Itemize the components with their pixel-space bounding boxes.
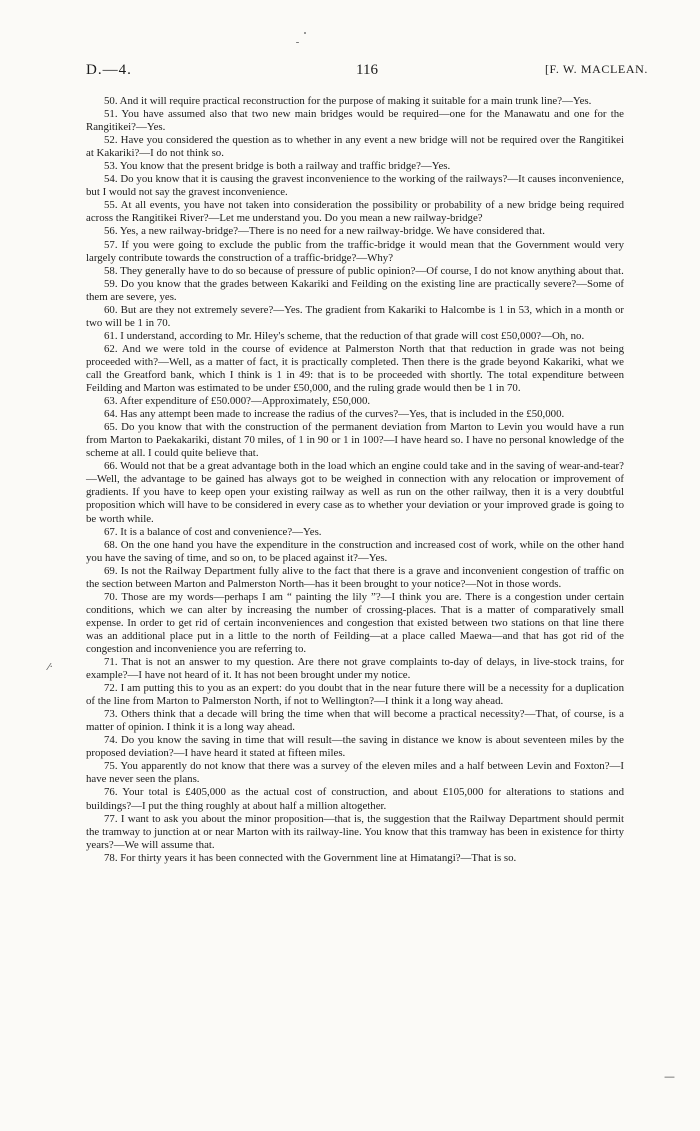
question-answer-paragraph: 63. After expenditure of £50.000?—Approximately, £50,000. (104, 395, 371, 408)
question-answer-paragraph: 74. Do you know the saving in time that will result—the saving in distance we know is about seventeen miles by the proposed deviation?—I have heard it stated at fifteen miles. (86, 734, 624, 760)
question-answer-paragraph: 51. You have assumed also that two new main bridges would be required—one for the Manawatu and one for the Rangitikei?—Yes. (86, 108, 624, 134)
question-answer-paragraph: 52. Have you considered the question as to whether in any event a new bridge will not be required over the Rangitikei at Kakariki?—I do not think so. (86, 134, 624, 160)
question-answer-paragraph: 75. You apparently do not know that there was a survey of the eleven miles and a half between Levin and Foxton?—I have never seen the plans. (86, 760, 624, 786)
question-answer-paragraph: 60. But are they not extremely severe?—Yes. The gradient from Kakariki to Halcombe is 1 in 53, which in a month or two will be 1 in 70. (86, 303, 624, 329)
page-number: 116 (356, 62, 378, 78)
paper-speck (296, 42, 299, 43)
question-answer-paragraph: 65. Do you know that with the construction of the permanent deviation from Marton to Levin you would have a run from Marton to Paekakariki, distant 70 miles, of 1 in 90 or 1 in 100?—I have heard so. I have no personal knowledge of the scheme at all. I could quite believe that. (86, 421, 624, 460)
question-answer-paragraph: 76. Your total is £405,000 as the actual cost of construction, and about £105,000 for alterations to stations and buildings?—I put the thing roughly at about half a million altogether. (86, 786, 624, 812)
question-answer-paragraph: 70. Those are my words—perhaps I am “ painting the lily ”?—I think you are. There is a congestion under certain conditions, which we can alter by increasing the number of crossing-places. That is a matter of comparatively small expense. In order to get rid of certain inconveniences and congestion that existed between two stations on that line there was an additional place put in a little to the north of Feilding—at a place called Maewa—and that has got rid of the congestion and inconvenience you are referring to. (86, 590, 624, 655)
question-answer-paragraph: 54. Do you know that it is causing the gravest inconvenience to the working of the railways?—It causes inconvenience, but I would not say the gravest inconvenience. (86, 173, 624, 199)
question-answer-paragraph: 50. And it will require practical reconstruction for the purpose of making it suitable for a main trunk line?—Yes. (104, 95, 592, 107)
question-answer-paragraph: 73. Others think that a decade will bring the time when that will become a practical necessity?—That, of course, is a matter of opinion. I think it is a long way ahead. (86, 708, 624, 734)
question-answer-paragraph: 58. They generally have to do so because of pressure of public opinion?—Of course, I do not know anything about that. (104, 264, 624, 277)
question-answer-paragraph: 77. I want to ask you about the minor proposition—that is, the suggestion that the Railway Department should permit the tramway to junction at or near Marton with its railway-line. You know that this tramway has been in existence for thirty years?—We will assume that. (86, 812, 624, 851)
question-answer-paragraph: 53. You know that the present bridge is both a railway and traffic bridge?—Yes. (104, 160, 451, 173)
question-answer-paragraph: 64. Has any attempt been made to increase the radius of the curves?—Yes, that is included in the £50,000. (104, 408, 565, 421)
question-answer-paragraph: 66. Would not that be a great advantage both in the load which an engine could take and in the saving of wear-and-tear?—Well, the advantage to be gained has always got to be weighed in connection with any relocation or improvement of gradients. If you have to keep open your existing railway as well as run on the other railway, then it is a very doubtful proposition which will have to be considered in every case as to whether your deviation or your improved grade is going to be worth while. (86, 460, 624, 525)
witness-name: [F. W. MACLEAN. (544, 62, 648, 76)
margin-dash-mark: — (664, 1070, 675, 1083)
question-answer-paragraph: 57. If you were going to exclude the public from the traffic-bridge it would mean that the Government would very largely contribute towards the construction of a traffic-bridge?—Why? (86, 238, 624, 264)
paper-speck (304, 32, 306, 34)
testimony-body (86, 95, 624, 865)
question-answer-paragraph: 69. Is not the Railway Department fully alive to the fact that there is a grave and inconvenient congestion of traffic on the section between Marton and Palmerston North—has it been brought to your notice?—Not in those words. (86, 564, 624, 590)
margin-tick-mark: ⁄· (48, 662, 53, 673)
question-answer-paragraph: 61. I understand, according to Mr. Hiley's scheme, that the reduction of that grade will cost £50,000?—Oh, no. (104, 329, 585, 342)
question-answer-paragraph: 56. Yes, a new railway-bridge?—There is no need for a new railway-bridge. We have considered that. (104, 225, 545, 238)
question-answer-paragraph: 67. It is a balance of cost and convenience?—Yes. (104, 525, 322, 538)
document-reference: D.—4. (86, 62, 132, 78)
question-answer-paragraph: 72. I am putting this to you as an expert: do you doubt that in the near future there will be a necessity for a duplication of the line from Marton to Palmerston North, if not to Wellington?—I think it a long way ahead. (86, 682, 624, 708)
question-answer-paragraph: 68. On the one hand you have the expenditure in the construction and increased cost of work, while on the other hand you have the saving of time, and so on, to be placed against it?—Yes. (86, 538, 624, 564)
question-answer-paragraph: 55. At all events, you have not taken into consideration the possibility or probability of a new bridge being required across the Rangitikei River?—Let me understand you. Do you mean a new railway-bridge? (86, 199, 624, 225)
question-answer-paragraph: 71. That is not an answer to my question. Are there not grave complaints to-day of delays, in live-stock trains, for example?—I have not heard of it. It has not been brought under my notice. (86, 656, 624, 682)
question-answer-paragraph: 62. And we were told in the course of evidence at Palmerston North that that reduction in grade was not being proceeded with?—Well, as a matter of fact, it is practically completed. Then there is the grade beyond Kakariki, what we call the Greatford bank, which I think is 1 in 49: that is to be proceeded with shortly. The total expenditure between Feilding and Marton was estimated to be under £50,000, and the ruling grade would then be 1 in 70. (86, 342, 624, 395)
question-answer-paragraph: 59. Do you know that the grades between Kakariki and Feilding on the existing line are practically severe?—Some of them are severe, yes. (86, 277, 624, 303)
question-answer-paragraph: 78. For thirty years it has been connected with the Government line at Himatangi?—That is so. (104, 851, 517, 864)
page-header (86, 62, 648, 84)
